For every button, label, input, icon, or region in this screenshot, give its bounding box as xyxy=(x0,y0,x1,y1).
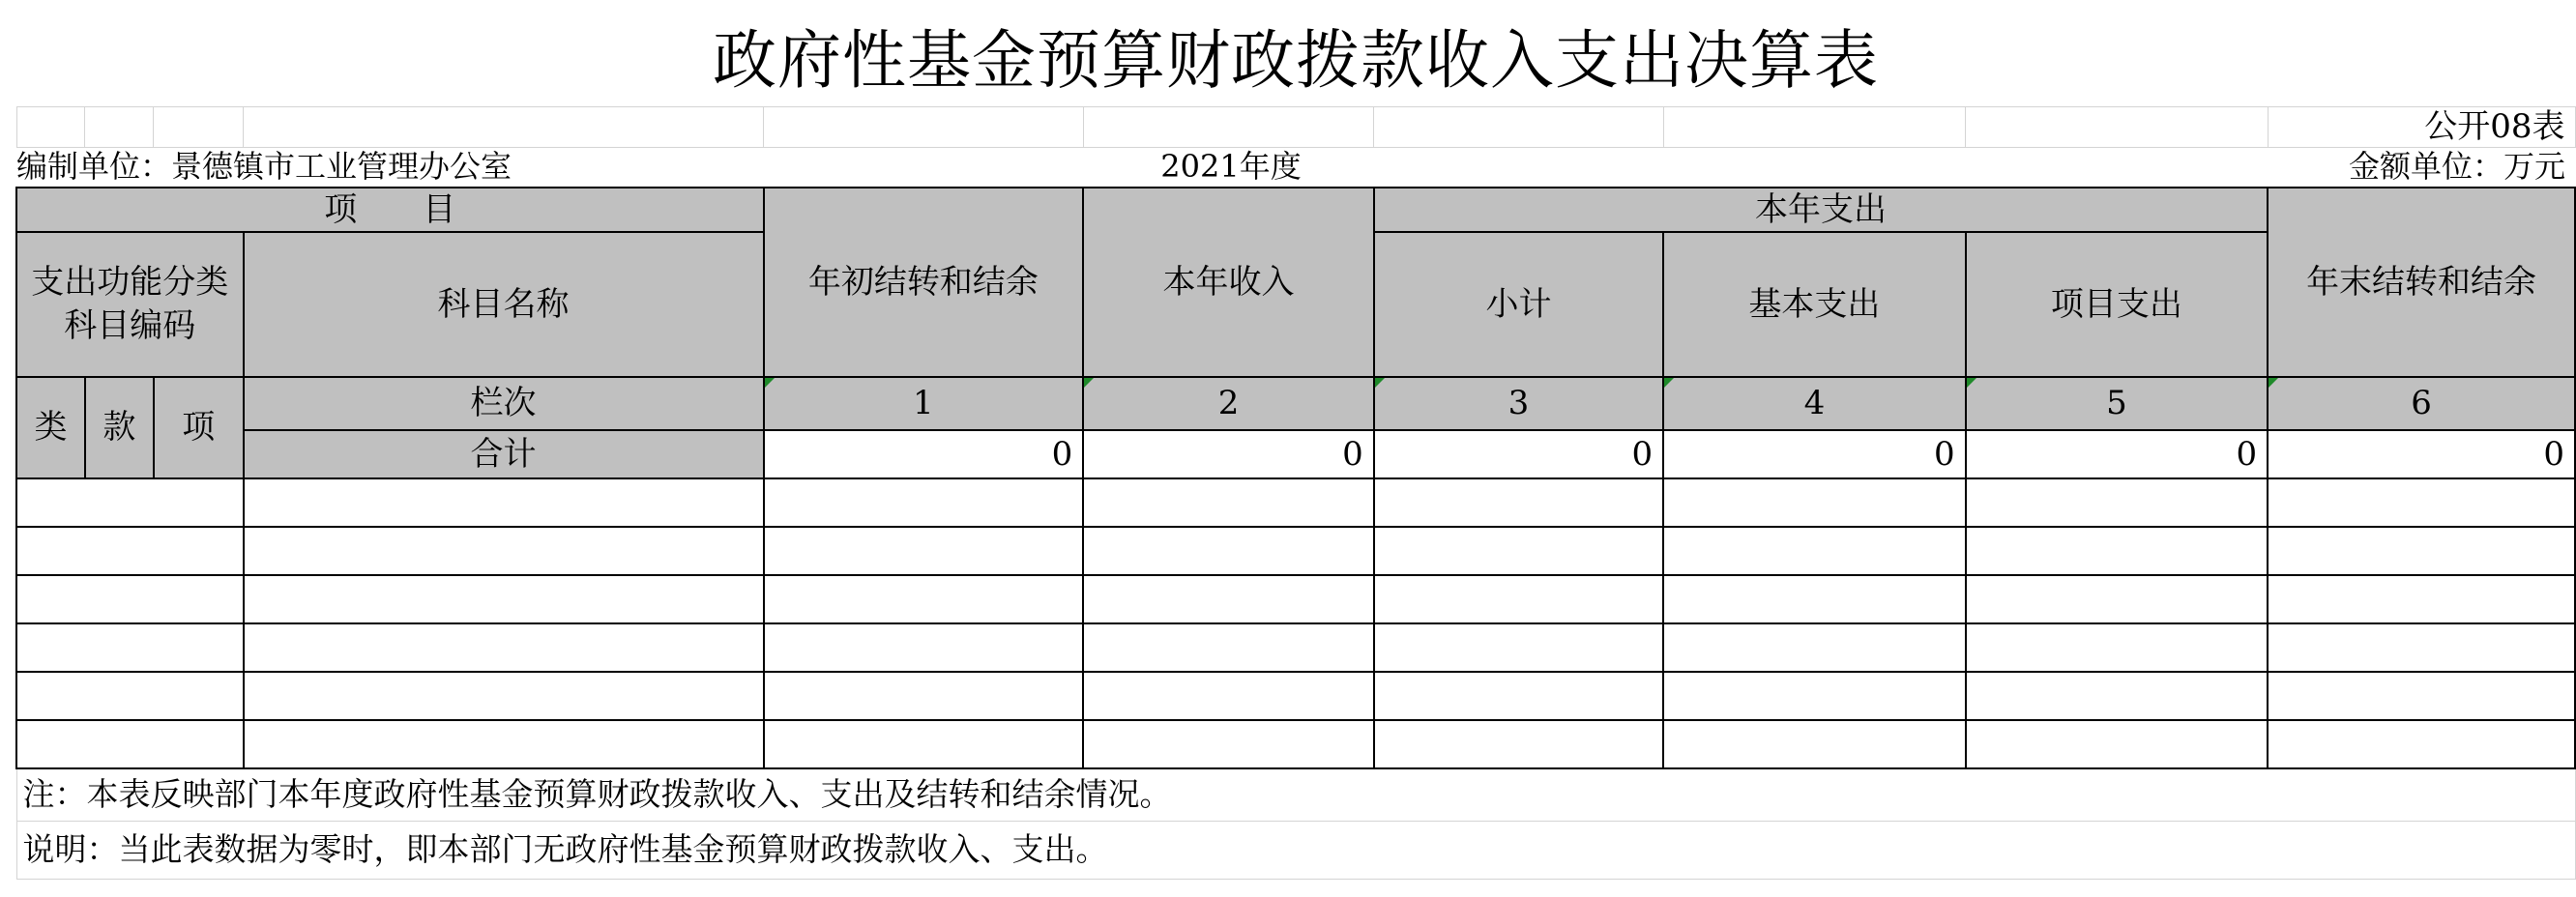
table-cell[interactable] xyxy=(244,672,764,720)
table-cell[interactable] xyxy=(1083,478,1374,527)
table-cell[interactable] xyxy=(1663,720,1965,768)
table-cell[interactable] xyxy=(1374,478,1663,527)
table-cell[interactable] xyxy=(764,575,1084,623)
fiscal-year: 2021年度 xyxy=(1160,147,1302,185)
table-cell[interactable] xyxy=(16,623,244,672)
table-cell[interactable] xyxy=(1663,575,1965,623)
total-cell[interactable]: 0 xyxy=(1663,430,1965,478)
table-cell[interactable] xyxy=(1374,672,1663,720)
table-cell[interactable] xyxy=(1966,720,2268,768)
table-cell[interactable] xyxy=(1374,623,1663,672)
header-income: 本年收入 xyxy=(1083,188,1374,377)
table-cell[interactable] xyxy=(1966,527,2268,575)
total-row xyxy=(16,430,2575,478)
table-cell[interactable] xyxy=(2268,672,2575,720)
table-cell[interactable] xyxy=(1374,575,1663,623)
total-label: 合计 xyxy=(244,430,764,478)
total-cell[interactable]: 0 xyxy=(764,430,1084,478)
table-cell[interactable] xyxy=(1663,672,1965,720)
table-row xyxy=(16,478,2575,527)
header-lei: 类 xyxy=(16,377,85,478)
table-cell[interactable] xyxy=(16,478,244,527)
table-cell[interactable] xyxy=(16,575,244,623)
table-cell[interactable] xyxy=(244,720,764,768)
table-row xyxy=(16,720,2575,768)
table-row xyxy=(16,527,2575,575)
header-kuan: 款 xyxy=(85,377,154,478)
total-cell[interactable]: 0 xyxy=(2268,430,2575,478)
table-cell[interactable] xyxy=(1083,720,1374,768)
table-cell[interactable] xyxy=(764,527,1084,575)
header-begin-balance: 年初结转和结余 xyxy=(764,188,1084,377)
table-cell[interactable] xyxy=(1083,575,1374,623)
column-number: 6 xyxy=(2268,377,2575,430)
table-cell[interactable] xyxy=(764,720,1084,768)
table-row xyxy=(16,672,2575,720)
table-cell[interactable] xyxy=(244,623,764,672)
table-cell[interactable] xyxy=(1083,527,1374,575)
header-project-expense: 项目支出 xyxy=(1966,232,2268,377)
header-end-balance: 年末结转和结余 xyxy=(2268,188,2575,377)
table-cell[interactable] xyxy=(764,623,1084,672)
page-title: 政府性基金预算财政拨款收入支出决算表 xyxy=(713,23,1879,99)
column-number: 2 xyxy=(1083,377,1374,430)
total-cell[interactable]: 0 xyxy=(1083,430,1374,478)
table-cell[interactable] xyxy=(2268,575,2575,623)
table-cell[interactable] xyxy=(1374,720,1663,768)
table-cell[interactable] xyxy=(16,720,244,768)
header-column-index: 栏次 xyxy=(244,377,764,430)
column-number: 4 xyxy=(1663,377,1965,430)
table-cell[interactable] xyxy=(244,527,764,575)
header-xiang: 项 xyxy=(154,377,244,478)
table-row xyxy=(16,575,2575,623)
table-cell[interactable] xyxy=(764,478,1084,527)
header-basic-expense: 基本支出 xyxy=(1663,232,1965,377)
table-cell[interactable] xyxy=(2268,720,2575,768)
compiling-unit: 编制单位：景德镇市工业管理办公室 xyxy=(16,147,512,185)
table-cell[interactable] xyxy=(2268,478,2575,527)
table-cell[interactable] xyxy=(1083,672,1374,720)
table-cell[interactable] xyxy=(1663,527,1965,575)
table-cell[interactable] xyxy=(1663,623,1965,672)
table-cell[interactable] xyxy=(1966,575,2268,623)
table-cell[interactable] xyxy=(764,672,1084,720)
column-number: 3 xyxy=(1374,377,1663,430)
table-cell[interactable] xyxy=(1374,527,1663,575)
total-cell[interactable]: 0 xyxy=(1374,430,1663,478)
table-cell[interactable] xyxy=(1083,623,1374,672)
table-cell[interactable] xyxy=(1966,478,2268,527)
table-cell[interactable] xyxy=(244,575,764,623)
table-cell[interactable] xyxy=(2268,623,2575,672)
table-cell[interactable] xyxy=(16,672,244,720)
header-subject-name: 科目名称 xyxy=(244,232,764,377)
footnote-explanation: 说明：当此表数据为零时，即本部门无政府性基金预算财政拨款收入、支出。 xyxy=(16,821,2575,879)
budget-table xyxy=(15,15,2576,880)
money-unit: 金额单位：万元 xyxy=(2348,147,2565,185)
table-cell[interactable] xyxy=(2268,527,2575,575)
column-number: 1 xyxy=(764,377,1084,430)
table-row xyxy=(16,623,2575,672)
table-cell[interactable] xyxy=(244,478,764,527)
total-cell[interactable]: 0 xyxy=(1966,430,2268,478)
table-cell[interactable] xyxy=(1663,478,1965,527)
table-cell[interactable] xyxy=(1966,672,2268,720)
footnote-note: 注：本表反映部门本年度政府性基金预算财政拨款收入、支出及结转和结余情况。 xyxy=(16,768,2575,821)
header-item: 项 目 xyxy=(16,188,764,232)
table-cell[interactable] xyxy=(16,527,244,575)
header-subtotal: 小计 xyxy=(1374,232,1663,377)
column-number: 5 xyxy=(1966,377,2268,430)
table-number: 公开08表 xyxy=(2268,106,2575,147)
header-expense-group: 本年支出 xyxy=(1374,188,2268,232)
table-cell[interactable] xyxy=(1966,623,2268,672)
header-func-code: 支出功能分类科目编码 xyxy=(16,232,244,377)
